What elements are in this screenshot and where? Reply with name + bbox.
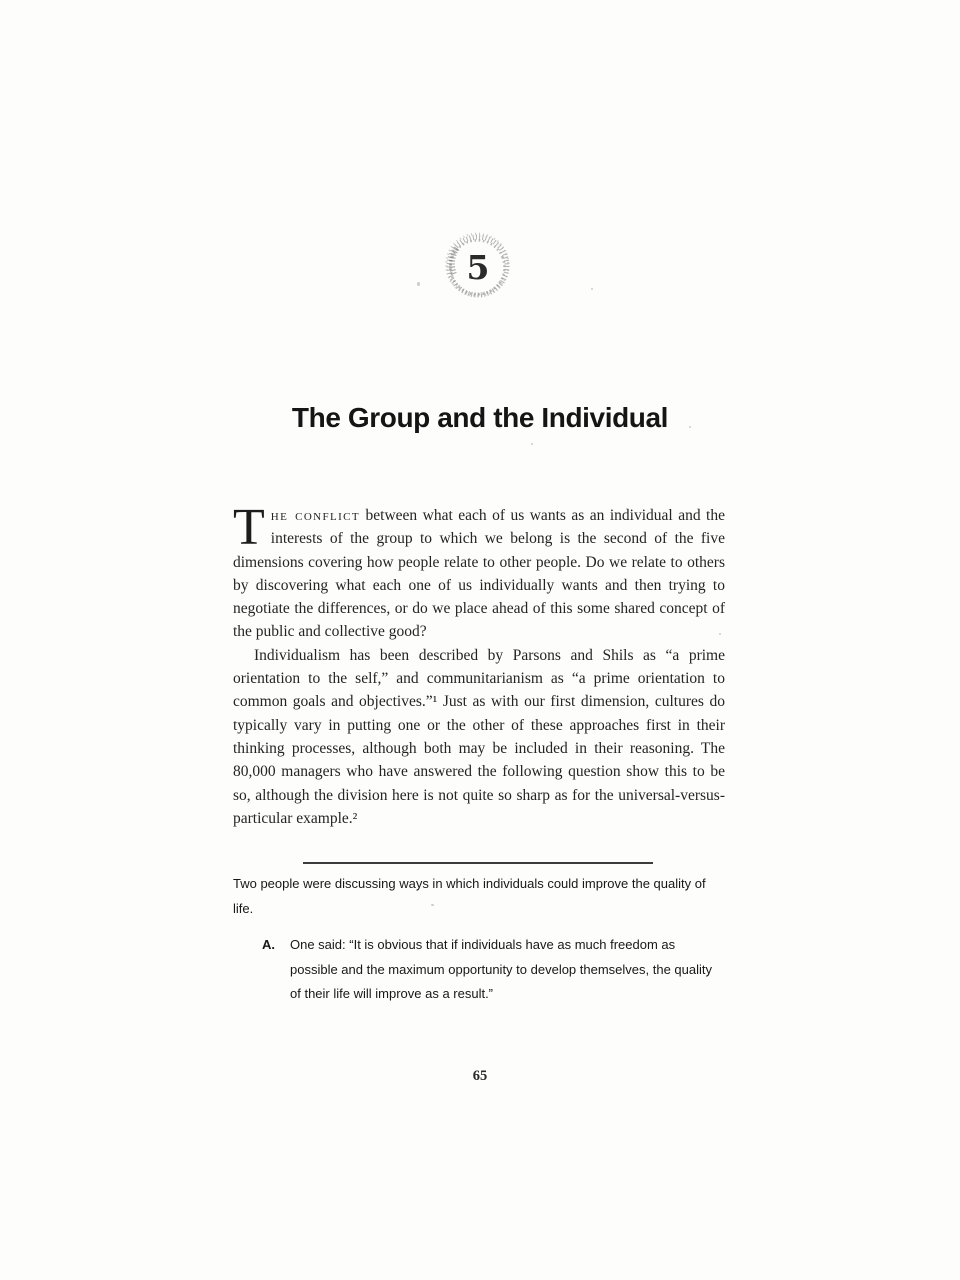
chapter-number: 5 bbox=[466, 247, 490, 287]
section-divider-rule bbox=[303, 862, 653, 864]
list-item-a-text: One said: “It is obvious that if individuals have as much freedom as possible and the maximum opportunity to develop themselves, the quality of their life will improve as a result.” bbox=[290, 937, 713, 1001]
body-paragraph-1 bbox=[233, 499, 725, 644]
dropcap-letter: T bbox=[233, 499, 265, 556]
scan-speck bbox=[431, 904, 434, 906]
scan-speck bbox=[689, 426, 691, 428]
paragraph-1-text: between what each of us wants as an individual and the interests of the group to which we belong is the second of the five dimensions covering how people relate to other people. Do we relate to others by discovering what each one of us individually wants and then trying to negotiate the differences, or do we place ahead of this some shared concept of the public and collective good? bbox=[233, 507, 725, 641]
list-item-a-label: A. bbox=[262, 937, 275, 952]
chapter-badge bbox=[442, 230, 514, 302]
chapter-title: The Group and the Individual bbox=[291, 402, 669, 433]
body-paragraph-2: Individualism has been described by Parsons and Shils as “a prime orientation to the self,” and communitarianism as “a prime orientation to common goals and objectives.”¹ Just as with our first dimension, cultures do typically vary in putting one or the other of these approaches first in their thinking processes, although both may be included in their reasoning. The 80,000 managers who have answered the following question show this to be so, although the division here is not quite so sharp as for the universal-versus-particular example.² bbox=[233, 646, 725, 827]
scan-speck bbox=[719, 633, 721, 635]
scan-speck bbox=[531, 443, 533, 445]
body-text bbox=[233, 499, 725, 830]
page-number: 65 bbox=[472, 1068, 488, 1084]
smallcaps-lead: he conflict bbox=[270, 507, 361, 524]
list-item-a bbox=[262, 933, 725, 1007]
exercise-block bbox=[233, 872, 725, 1007]
exercise-intro: Two people were discussing ways in which individuals could improve the quality of life. bbox=[233, 876, 706, 916]
scan-speck bbox=[591, 288, 593, 290]
scan-speck bbox=[417, 282, 420, 286]
